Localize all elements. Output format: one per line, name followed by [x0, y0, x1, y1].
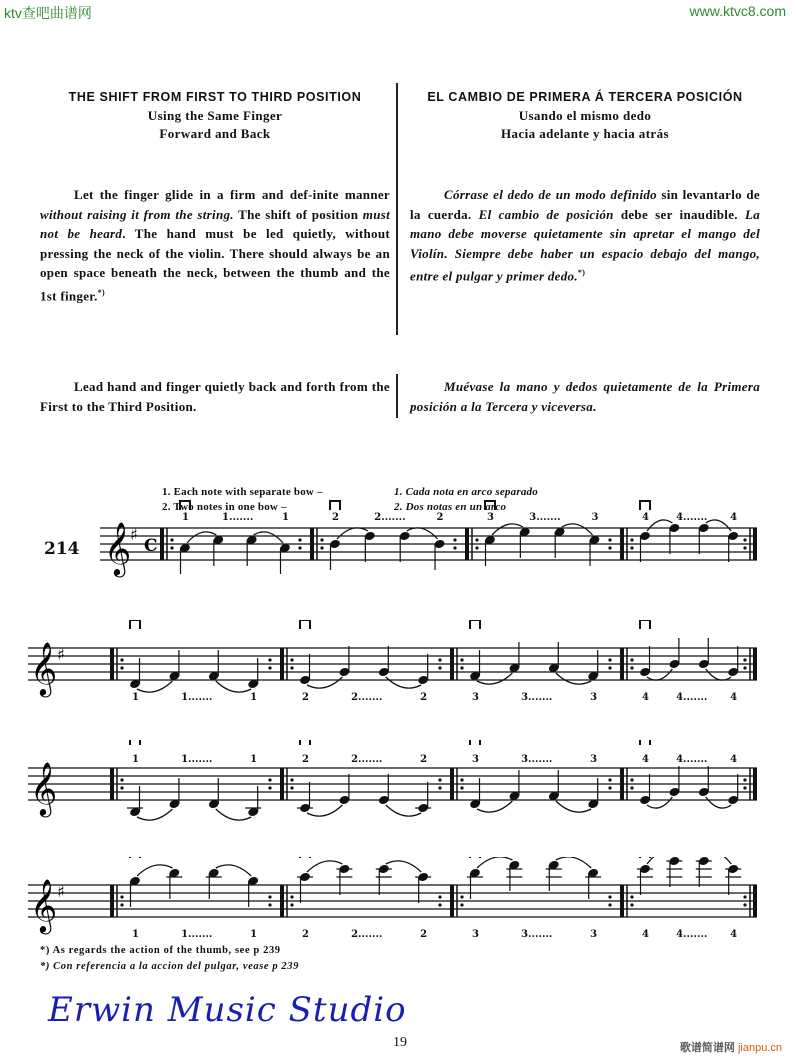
svg-text:4: 4 [642, 929, 649, 940]
instruction-1-en: 1. Each note with separate bow – [162, 486, 323, 498]
svg-text:2.......: 2....... [351, 929, 383, 940]
svg-text:4: 4 [642, 692, 649, 703]
svg-text:1: 1 [250, 929, 258, 940]
svg-text:4: 4 [642, 754, 649, 765]
svg-text:1: 1 [132, 929, 139, 940]
title-es: EL CAMBIO DE PRIMERA Á TERCERA POSICIÓN [427, 90, 743, 104]
svg-text:1: 1 [282, 512, 289, 523]
para-emphasis: La mano debe moverse quietamente sin apretar el mango del Violín. Siempre debe haber un espacio debajo del mango, entre el pulgar y primer dedo. [410, 206, 760, 284]
title-en: THE SHIFT FROM FIRST TO THIRD POSITION [68, 90, 362, 104]
svg-text:3: 3 [472, 692, 479, 703]
watermark-top-left: ktv查吧曲谱网 [4, 5, 92, 21]
svg-text:2: 2 [302, 754, 309, 765]
svg-text:4: 4 [730, 512, 738, 523]
treble-clef-icon: 𝄞 [30, 641, 58, 695]
para-text: The shift of position [233, 206, 363, 222]
svg-text:3: 3 [590, 929, 598, 940]
subtitle-es-1: Usando el mismo dedo [518, 108, 652, 123]
svg-text:3: 3 [590, 692, 598, 703]
svg-text:4: 4 [730, 692, 738, 703]
para-text: debe ser inaudible. [613, 206, 745, 222]
svg-text:1.......: 1....... [222, 512, 254, 523]
para-text: Let the finger glide in a firm and def-inite manner [74, 187, 390, 202]
para-emphasis: El cambio de posición [478, 206, 614, 222]
svg-text:4: 4 [730, 754, 738, 765]
watermark-url: jianpu.cn [737, 1042, 782, 1054]
svg-text:1: 1 [132, 692, 139, 703]
svg-text:2: 2 [302, 929, 309, 940]
watermark-top-right: www.ktvc8.com [689, 3, 786, 19]
svg-text:C: C [144, 536, 158, 556]
svg-text:2: 2 [420, 929, 428, 940]
instruction-1-es [394, 486, 538, 498]
svg-text:4.......: 4....... [676, 929, 708, 940]
instruction-text: 1. Cada nota en arco separado [394, 486, 538, 498]
svg-text:1.......: 1....... [181, 754, 213, 765]
svg-text:3: 3 [472, 754, 479, 765]
svg-text:2.......: 2....... [351, 754, 383, 765]
treble-clef-icon: 𝄞 [30, 761, 58, 815]
svg-text:4.......: 4....... [676, 512, 708, 523]
svg-text:1: 1 [182, 512, 189, 523]
subtitle-en-1: Using the Same Finger [147, 108, 283, 123]
svg-text:2.......: 2....... [351, 692, 383, 703]
svg-text:2: 2 [302, 692, 309, 703]
svg-text:3: 3 [591, 512, 599, 523]
footnote-en: *) As regards the action of the thumb, see p 239 [40, 945, 281, 956]
footnote-marker: *) [577, 268, 586, 277]
treble-clef-icon: 𝄞 [30, 878, 58, 932]
music-staff-4 [0, 857, 796, 947]
watermark-cn: 歌谱简谱网 [679, 1042, 735, 1054]
treble-clef-icon: 𝄞 [104, 521, 132, 575]
para-text: sin levantarlo de la cuerda. [410, 187, 760, 222]
music-staff-3 [0, 740, 796, 840]
svg-text:1: 1 [250, 692, 258, 703]
svg-text:3: 3 [590, 754, 598, 765]
right-column-header [410, 90, 760, 143]
svg-text:1.......: 1....... [181, 929, 213, 940]
svg-text:4.......: 4....... [676, 754, 708, 765]
svg-text:2: 2 [420, 754, 428, 765]
paragraph-es-2: Muévase la mano y dedos quietamente de la Primera posición a la Tercera y viceversa. [410, 379, 760, 414]
svg-text:4: 4 [642, 512, 649, 523]
exercise-number: 214 [44, 539, 80, 559]
watermark-bottom-right [680, 1039, 782, 1055]
music-staff-1 [0, 500, 796, 610]
left-column-header [40, 90, 390, 143]
svg-text:3: 3 [487, 512, 494, 523]
para-text: . The hand must be led quietly, without pressing the neck of the violin. There should always be an open space beneath the neck, between the thumb and the 1st finger. [40, 226, 390, 303]
svg-text:♯: ♯ [57, 882, 65, 901]
svg-text:1: 1 [132, 754, 139, 765]
svg-text:3.......: 3....... [521, 692, 553, 703]
svg-text:3.......: 3....... [521, 929, 553, 940]
paragraph-en-1 [40, 185, 390, 305]
svg-text:3: 3 [472, 929, 479, 940]
svg-text:4: 4 [730, 929, 738, 940]
svg-text:1: 1 [250, 754, 258, 765]
para-emphasis: Córrase el dedo de un modo definido [444, 187, 657, 202]
subtitle-es-2: Hacia adelante y hacia atrás [501, 126, 669, 141]
music-staff-2 [0, 620, 796, 720]
svg-text:1.......: 1....... [181, 692, 213, 703]
svg-text:2.......: 2....... [374, 512, 406, 523]
footnote-marker: *) [97, 287, 105, 297]
paragraph-es-1 [410, 185, 760, 286]
svg-text:♯: ♯ [57, 645, 65, 664]
paragraph-en-2: Lead hand and finger quietly back and forth from the First to the Third Position. [40, 379, 390, 414]
svg-text:♯: ♯ [130, 525, 138, 544]
svg-text:4.......: 4....... [676, 692, 708, 703]
svg-text:3.......: 3....... [521, 754, 553, 765]
svg-text:2: 2 [436, 512, 444, 523]
page-number: 19 [393, 1035, 407, 1050]
svg-text:2: 2 [420, 692, 428, 703]
footnote-es: *) Con referencia a la accion del pulgar, vease p 239 [40, 961, 299, 972]
instruction-2-en: 2. Two notes in one bow – [162, 501, 287, 513]
studio-watermark: Erwin Music Studio [48, 990, 407, 1030]
subtitle-en-2: Forward and Back [159, 126, 271, 141]
svg-text:3.......: 3....... [529, 512, 561, 523]
instruction-text: 2. Dos notas en un arco [394, 501, 507, 513]
column-divider-top [396, 83, 398, 335]
column-divider-bottom [396, 374, 398, 418]
para-emphasis: without raising it from the string. [40, 206, 234, 222]
svg-text:2: 2 [332, 512, 339, 523]
para-emphasis: must not be heard [40, 206, 390, 241]
